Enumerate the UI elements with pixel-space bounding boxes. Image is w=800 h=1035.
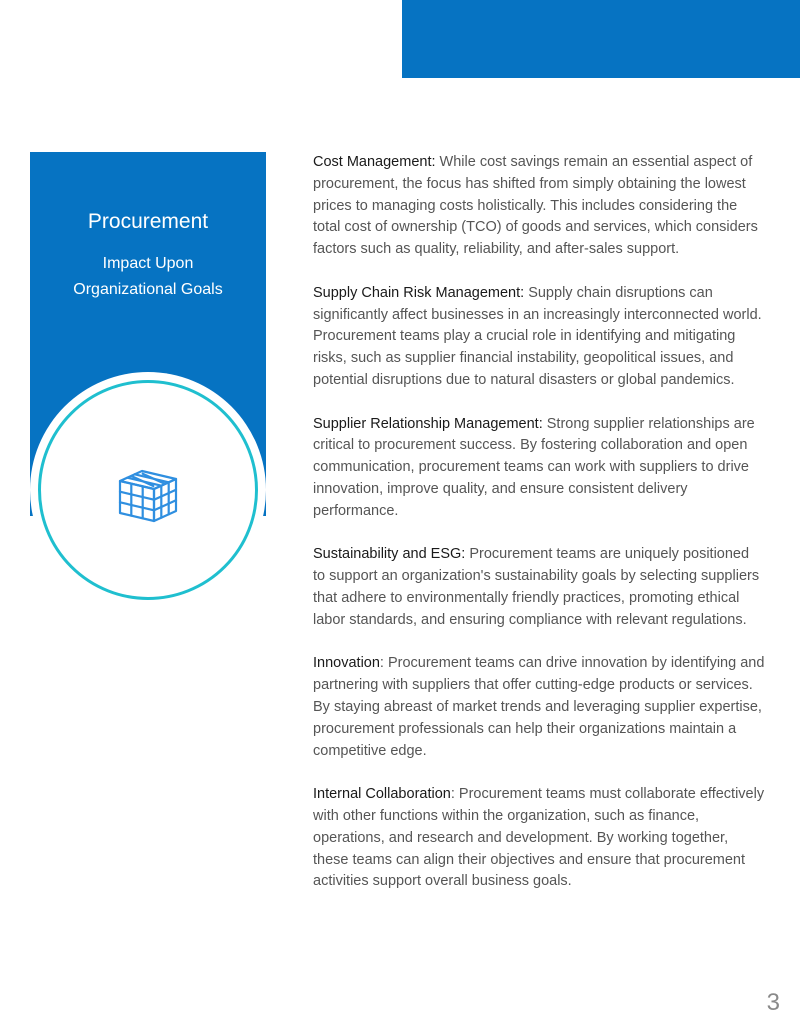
section-text: Supply chain disruptions can significantly affect businesses in an increasingly interconnected world. Procurement teams play a crucial role in identifying and mitigating risks, such as supplier financial instability, geopolitical issues, and potential disruptions due to natural disasters or global pandemics. (313, 284, 762, 388)
header-color-band (402, 0, 800, 78)
section-text: : Procurement teams must collaborate effectively with other functions within the organization, such as finance, operations, and research and development. By working together, these teams can align their objectives and ensure that procurement activities support overall business goals. (313, 786, 765, 890)
section-term: Internal Collaboration (313, 786, 451, 803)
section-text: Strong supplier relationships are critical to procurement success. By fostering collaboration and open communication, procurement teams can work with suppliers to drive innovation, improve quality, and ensure consistent delivery performance. (313, 415, 755, 519)
section-internal-collaboration (313, 784, 765, 893)
panel-subtitle (30, 251, 266, 303)
section-term: Supplier Relationship Management: (313, 415, 543, 432)
section-term: Supply Chain Risk Management: (313, 284, 525, 301)
content-body (313, 152, 765, 893)
section-cost-management (313, 152, 765, 261)
section-term: Sustainability and ESG: (313, 546, 466, 563)
section-supplier-relationship (313, 414, 765, 523)
section-innovation (313, 653, 765, 762)
section-text: Procurement teams are uniquely positioned to support an organization's sustainability goals by selecting suppliers that adhere to environmentally friendly practices, promoting ethical labor standards, and ensuring compliance with relevant regulations. (313, 546, 760, 628)
cube-grid-icon (116, 465, 180, 525)
section-text: : Procurement teams can drive innovation by identifying and partnering with suppliers that offer cutting-edge products or services. By staying abreast of market trends and leveraging supplier expertise, procurement professionals can help their organizations maintain a competitive edge. (313, 655, 765, 759)
page-number: 3 (766, 989, 780, 1016)
panel-subtitle-line-2: Organizational Goals (73, 281, 223, 298)
section-term: Cost Management: (313, 154, 436, 170)
panel-title: Procurement (87, 210, 209, 233)
panel-subtitle-line-1: Impact Upon (102, 255, 194, 272)
section-supply-chain-risk (313, 283, 765, 392)
section-sustainability-esg (313, 544, 765, 631)
section-text: While cost savings remain an essential aspect of procurement, the focus has shifted from simply obtaining the lowest prices to managing costs holistically. This includes considering the total cost of ownership (TCO) of goods and services, which considers factors such as quality, reliability, and after-sales support. (313, 154, 758, 258)
section-term: Innovation (313, 655, 380, 672)
